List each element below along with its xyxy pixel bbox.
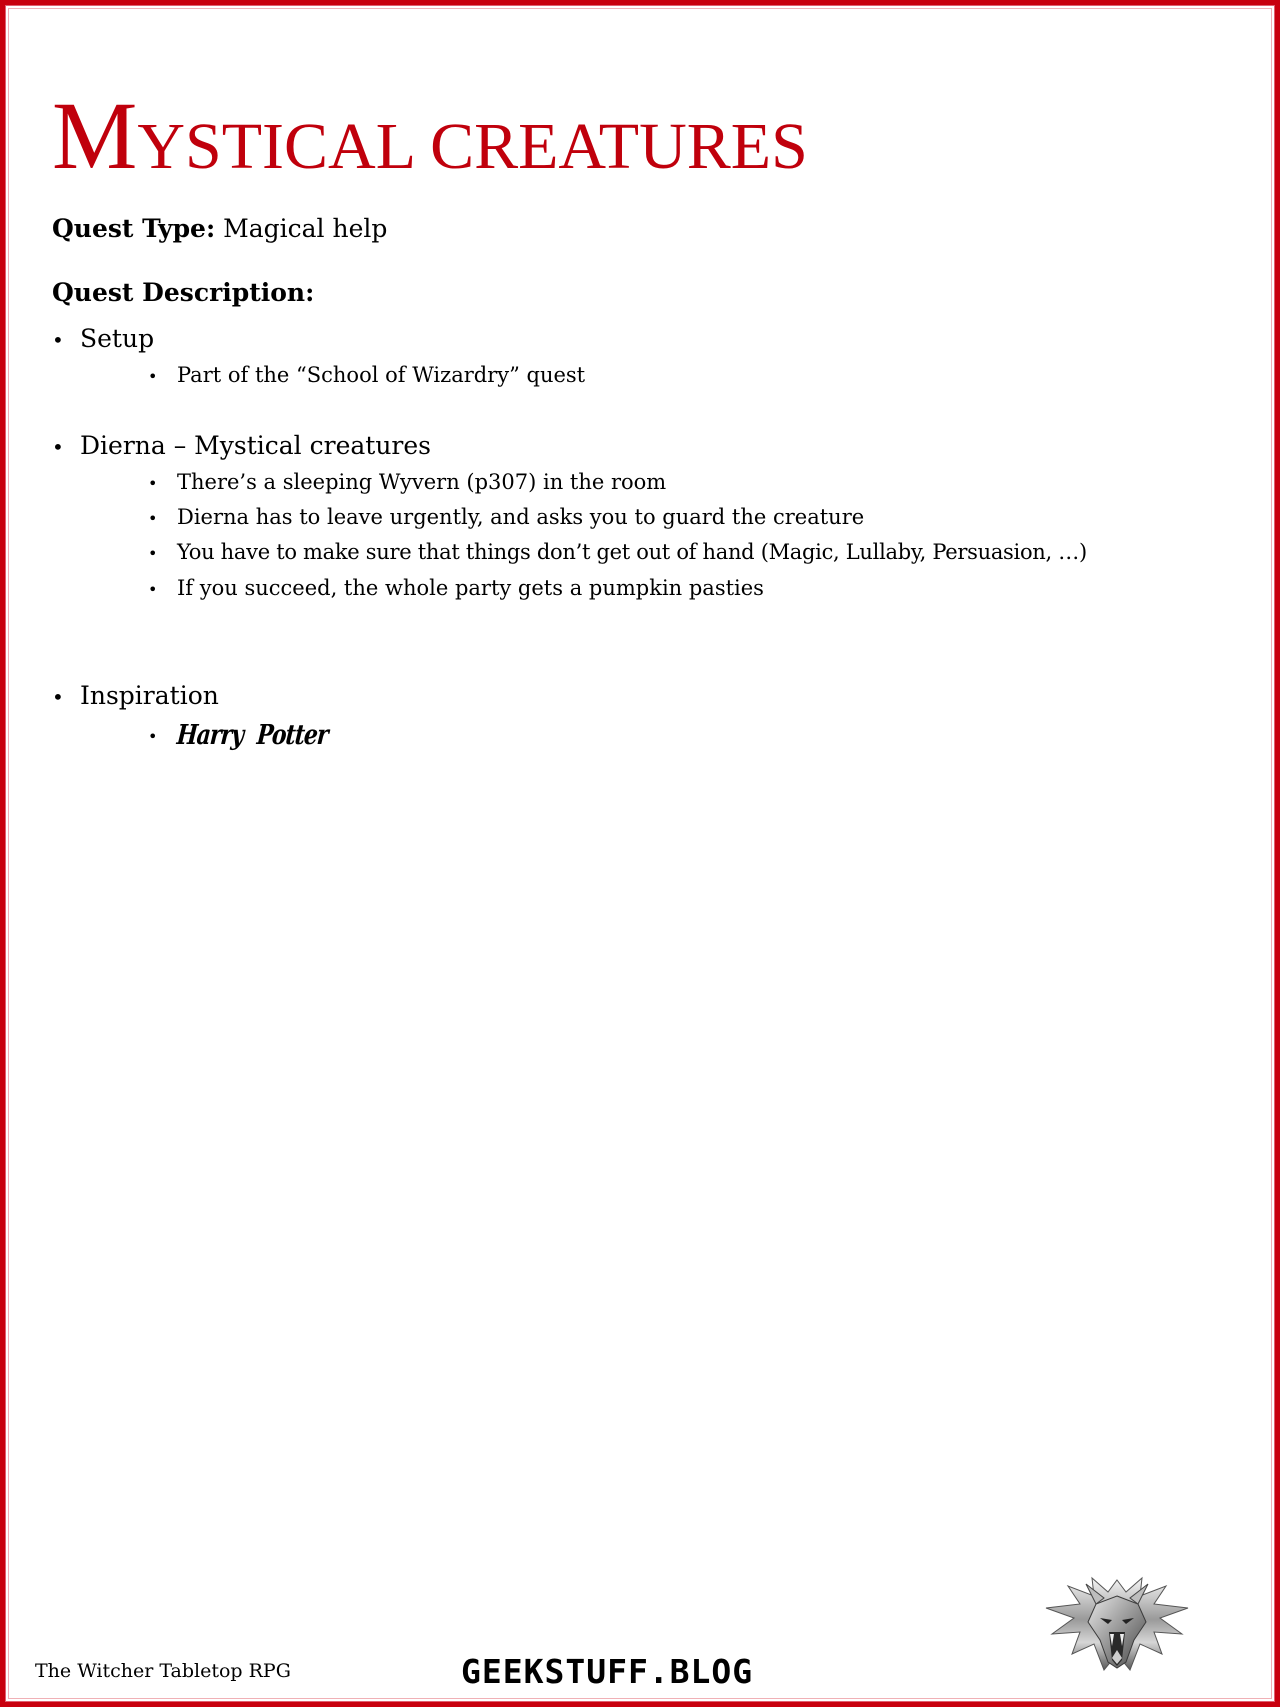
logo-word: Harry <box>175 718 245 752</box>
logo-word: Potter <box>255 718 329 752</box>
list-subitem <box>148 470 666 494</box>
title-initial: M <box>52 82 138 189</box>
quest-type <box>52 214 387 243</box>
list-item-inspiration <box>52 681 219 710</box>
list-item-dierna <box>52 431 431 460</box>
subitem-text: Dierna has to leave urgently, and asks you to guard the creature <box>177 505 865 529</box>
subitem-text: Part of the “School of Wizardry” quest <box>177 363 586 387</box>
quest-description-heading <box>52 278 314 307</box>
section-label: Dierna – Mystical creatures <box>80 431 432 460</box>
bullet-icon: • <box>52 685 64 709</box>
bullet-icon: • <box>148 544 158 563</box>
section-label: Inspiration <box>80 681 219 710</box>
bullet-icon: • <box>52 328 64 352</box>
quest-type-value: Magical help <box>223 214 388 243</box>
quest-description-label: Quest Description: <box>52 278 315 307</box>
page-title <box>52 82 808 189</box>
harry-potter-logo <box>176 719 329 752</box>
bullet-icon: • <box>52 435 64 459</box>
subitem-text: There’s a sleeping Wyvern (p307) in the room <box>177 470 667 494</box>
list-subitem <box>148 505 864 529</box>
footer-game-title: The Witcher Tabletop RPG <box>35 1660 291 1682</box>
bullet-icon: • <box>148 367 158 386</box>
quest-type-label: Quest Type: <box>52 214 216 243</box>
title-rest: YSTICAL CREATURES <box>137 110 808 183</box>
list-item-setup <box>52 324 154 353</box>
bullet-icon: • <box>148 580 158 599</box>
list-subitem <box>148 540 1087 564</box>
section-label: Setup <box>80 324 155 353</box>
subitem-text: You have to make sure that things don’t get out of hand (Magic, Lullaby, Persuasion, …) <box>177 540 1087 564</box>
list-subitem <box>148 576 764 600</box>
list-subitem <box>148 363 585 387</box>
wolf-medallion-icon <box>1042 1574 1192 1676</box>
list-subitem <box>148 718 329 752</box>
bullet-icon: • <box>148 727 158 746</box>
footer-brand: GEEKSTUFF.BLOG <box>461 1652 754 1691</box>
bullet-icon: • <box>148 474 158 493</box>
bullet-icon: • <box>148 509 158 528</box>
subitem-text: If you succeed, the whole party gets a pumpkin pasties <box>177 576 764 600</box>
